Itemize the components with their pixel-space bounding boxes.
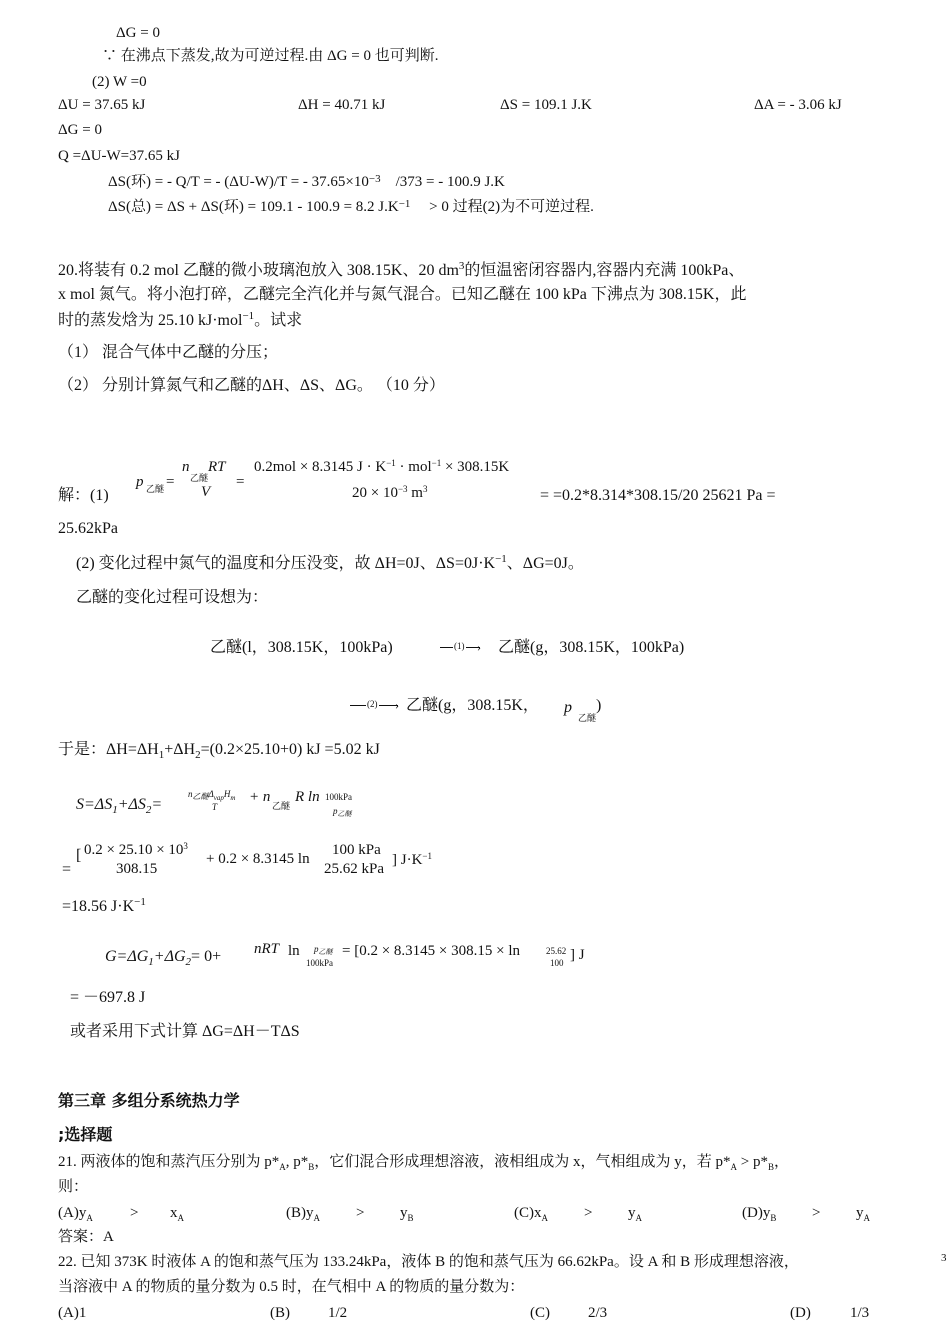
ds-env-exp: −3 [368,173,381,185]
denominator-sup: 3 [422,484,428,494]
g-result: = －697.8 J [70,989,146,1006]
g-frac-numerator: 25.62 [546,946,567,956]
s2-ln-numerator: 100 kPa [332,842,381,858]
s2-close-sup: −1 [422,851,432,861]
result-line: = =0.2*8.314*308.15/20 25621 Pa = [540,487,776,504]
q20-line1a: 20.将装有 0.2 mol 乙醚的微小玻璃泡放入 308.15K、20 dm [58,262,459,279]
q20-sub1: （1） 混合气体中乙醚的分压； [58,344,279,361]
state-gas-2-sub: 乙醚 [578,713,597,723]
part2-text: (2) 变化过程中氮气的温度和分压没变，故 ΔH=0J、ΔS=0J·K [76,555,496,572]
q21-sub-a2: A [730,1162,738,1172]
q21-opt-b-sub: A [313,1213,320,1223]
q20-sub2: （2） 分别计算氮气和乙醚的ΔH、ΔS、ΔG。 （10 分） [58,377,445,394]
numerator-tail: × 308.15K [441,459,510,475]
q21-opt-a-xsub: A [177,1213,184,1223]
q21-then: 则： [58,1179,89,1195]
numerator-expression [254,458,509,476]
delta-h-sub1: 1 [158,749,165,761]
eq-sign-2: = [236,474,245,490]
dg-zero-line: ΔG = 0 [116,25,160,41]
delta-g-line [105,947,221,968]
q21-opt-b-ysub: B [407,1213,414,1223]
ds-total-line [108,198,594,216]
numerator-text: 0.2mol × 8.3145 J · K [254,459,387,475]
q21-answer: 答案：A [58,1229,114,1245]
vap-m: m [230,794,236,802]
q22-option-a[interactable]: (A)1 [58,1305,87,1321]
q21-text-e: ， [774,1154,790,1170]
delta-s-sub1: 1 [112,804,118,816]
q21-option-b[interactable] [286,1204,320,1223]
q22-option-d[interactable]: (D) [790,1305,811,1321]
second-term-n: + n [249,789,271,805]
s2-close-text: ] J·K [392,852,423,868]
numerator-exp2: −1 [431,458,442,468]
heat-line: Q =ΔU-W=37.65 kJ [58,148,180,164]
state-liquid: 乙醚(l，308.15K，100kPa) [210,639,393,656]
vap-n-sub: 乙醚 [192,792,209,801]
q21-option-d[interactable] [742,1204,776,1223]
vap-fraction-denominator: T [212,802,218,812]
g-ln-p: p [314,944,319,954]
q21-option-d-gt: > [812,1205,821,1221]
delta-h-line [58,740,380,761]
g-ln-p-sub: 乙醚 [318,948,333,956]
q21-option-a[interactable] [58,1204,93,1223]
q21-option-d-rhs [856,1204,870,1223]
s-result [62,896,146,917]
page-number: 3 [941,1252,947,1264]
denominator-expression [352,484,427,502]
q21-option-b-gt: > [356,1205,365,1221]
numerator-exp1: −1 [386,458,396,468]
q21-opt-d-ysub: A [863,1213,870,1223]
q20-line3-sup: −1 [242,310,255,322]
q22-line1: 22. 已知 373K 时液体 A 的饱和蒸气压为 133.24kPa，液体 B 的饱和蒸气压为 66.62kPa。设 A 和 B 形成理想溶液， [58,1254,799,1270]
delta-g-sub2: 2 [185,956,192,968]
delta-a: ΔA = - 3.06 kJ [754,97,842,113]
q21-text-b: , p* [285,1154,309,1170]
vap-delta: Δ [208,789,214,799]
n-symbol: n [182,459,190,475]
q21-opt-a-x: x [170,1205,178,1221]
arrow-1-head: › [477,640,481,654]
s2-denominator: 308.15 [116,861,158,877]
delta-h-tail: =(0.2×25.10+0) kJ =5.02 kJ [200,741,380,758]
q21-opt-b-y: y [400,1205,408,1221]
q21-sub-a: A [279,1162,286,1172]
part2-w-line: (2) W =0 [92,74,147,90]
g-numeric: = [0.2 × 8.3145 × 308.15 × ln [342,943,521,959]
state-gas-2-p: p [564,699,572,716]
denominator-exp: −3 [397,484,408,494]
rt-symbol: RT [208,459,226,475]
s2-bracket-open: [ [76,847,82,864]
g-ln-denominator: 100kPa [306,958,333,968]
q21-text-d: > p* [737,1154,769,1170]
q20-line2: x mol 氮气。将小泡打碎，乙醚完全汽化并与氮气混合。已知乙醚在 100 kPa 下沸点为 308.15K，此 [58,286,747,303]
q20-line1b: 的恒温密闭容器内,容器内充满 100kPa、 [464,262,745,279]
ln-den-p: p [333,806,338,816]
s2-ln-denominator: 25.62 kPa [324,861,384,877]
ds-env-line [108,173,505,191]
g-ln-numerator [314,944,333,957]
q21-opt-c-ysub: A [635,1213,642,1223]
part2-line [76,553,584,574]
delta-h: ΔH = 40.71 kJ [298,97,386,113]
ln-denominator [333,806,352,819]
q20-line3 [58,310,302,331]
q20-line3a: 时的蒸发焓为 25.10 kJ·mol [58,312,243,329]
ln-den-sub: 乙醚 [337,810,352,818]
solution-label: 解：(1) [58,487,109,504]
q21-opt-d-sub: B [770,1213,777,1223]
g-frac-denominator: 100 [550,958,564,968]
vap-sub: vap [213,794,224,802]
q21-sub-b2: B [768,1162,775,1172]
r-ln: R ln [295,789,320,805]
state-gas-2: 乙醚(g，308.15K， [406,697,539,714]
second-term-n-sub: 乙醚 [272,801,291,811]
section-title: ;选择题 [58,1125,113,1144]
q21-text-c: ，它们混合形成理想溶液，液相组成为 x，气相组成为 y，若 p* [314,1154,731,1170]
n-sub: 乙醚 [190,473,209,483]
delta-h-plus: +ΔH [164,741,196,758]
q21-opt-d-label: (D)y [742,1205,771,1221]
s2-num-sup: 3 [183,841,188,851]
partial-pressure-symbol: p [136,474,144,490]
q20-line3b: 。试求 [254,312,303,329]
s2-numerator [84,841,188,859]
delta-s-sub2: 2 [145,804,152,816]
q21-line [58,1153,789,1172]
delta-s-eq: = [151,796,163,813]
eq-sign-1: = [166,474,175,490]
q20-line1 [58,260,744,281]
q21-option-c[interactable] [514,1204,548,1223]
q21-opt-a-sub: A [86,1213,93,1223]
delta-g-eq: = 0+ [191,948,222,965]
delta-h-head: 于是：ΔH=ΔH [58,741,159,758]
denominator-text: 20 × 10 [352,485,398,501]
q21-opt-b-label: (B)y [286,1205,314,1221]
delta-s-plus: +ΔS [117,796,146,813]
s2-plus-term: + 0.2 × 8.3145 ln [206,851,310,867]
g-close: ] J [570,947,585,963]
q22-option-d-value: 1/3 [850,1305,870,1321]
s-result-text: =18.56 J·K [62,898,135,915]
ds-total-tail: > 0 过程(2)为不可逆过程. [429,199,594,215]
delta-s: ΔS = 109.1 J.K [500,97,592,113]
numerator-mid: · mol [395,459,432,475]
vap-fraction-numerator [188,789,235,803]
arrow-1-label: (1) [454,641,465,651]
s2-eq: = [62,861,72,878]
s2-close [392,851,432,869]
q21-opt-c-label: (C)x [514,1205,542,1221]
because-line: ∵ 在沸点下蒸发,故为可逆过程.由 ΔG = 0 也可判断. [102,48,439,64]
delta-s-head: S=ΔS [76,796,113,813]
q21-option-c-gt: > [584,1205,593,1221]
arrow-2-label: (2) [367,699,378,709]
q21-sub-b: B [308,1162,315,1172]
part2-tail: 、ΔG=0J。 [506,555,584,572]
delta-s-line [76,795,162,816]
q21-opt-c-sub: A [541,1213,548,1223]
partial-pressure-sub: 乙醚 [146,484,165,494]
vap-n: n [188,789,193,799]
v-symbol: V [201,484,211,500]
ln-symbol: ln [288,943,300,959]
q21-option-a-gt: > [130,1205,139,1221]
ln-numerator: 100kPa [325,792,352,802]
state-gas-1: 乙醚(g，308.15K，100kPa) [498,639,685,656]
q21-text-a: 21. 两液体的饱和蒸汽压分别为 p* [58,1154,280,1170]
chapter-title: 第三章 多组分系统热力学 [58,1091,240,1110]
q22-option-c-value: 2/3 [588,1305,608,1321]
ds-total-text: ΔS(总) = ΔS + ΔS(环) = 109.1 - 100.9 = 8.2 J.K [108,199,399,215]
s2-num-text: 0.2 × 25.10 × 10 [84,842,184,858]
denominator-tail: m [407,485,423,501]
process-intro: 乙醚的变化过程可设想为： [76,589,269,606]
alternative-method: 或者采用下式计算 ΔG=ΔH－TΔS [70,1023,300,1040]
ds-total-exp: −1 [398,198,411,210]
ds-env-text: ΔS(环) = - Q/T = - (ΔU-W)/T = - 37.65×10 [108,174,369,190]
arrow-2-head: › [395,698,399,712]
delta-u: ΔU = 37.65 kJ [58,97,146,113]
q22-option-c[interactable]: (C) [530,1305,550,1321]
q21-option-c-rhs [628,1204,642,1223]
q21-opt-a-label: (A)y [58,1205,87,1221]
ds-env-tail: /373 = - 100.9 J.K [395,174,505,190]
nrt-symbol: nRT [254,941,280,957]
delta-g: ΔG = 0 [58,122,102,138]
q21-option-b-rhs [400,1204,414,1223]
q22-option-b-value: 1/2 [328,1305,348,1321]
vap-h: H [223,789,231,799]
result-value: 25.62kPa [58,520,118,537]
delta-g-sub1: 1 [148,956,154,968]
q21-option-a-rhs [170,1204,184,1223]
state-gas-2-close: ) [596,697,602,714]
q21-opt-c-y: y [628,1205,636,1221]
delta-h-sub2: 2 [195,749,201,761]
delta-g-plus: +ΔG [153,948,186,965]
part2-sup: −1 [495,553,507,565]
q22-option-b[interactable]: (B) [270,1305,290,1321]
s-result-sup: −1 [134,896,146,908]
q21-opt-d-y: y [856,1205,864,1221]
q20-line1-sup: 3 [458,260,465,272]
delta-g-head: G=ΔG [105,948,149,965]
q22-line2: 当溶液中 A 的物质的量分数为 0.5 时，在气相中 A 的物质的量分数为： [58,1279,525,1295]
